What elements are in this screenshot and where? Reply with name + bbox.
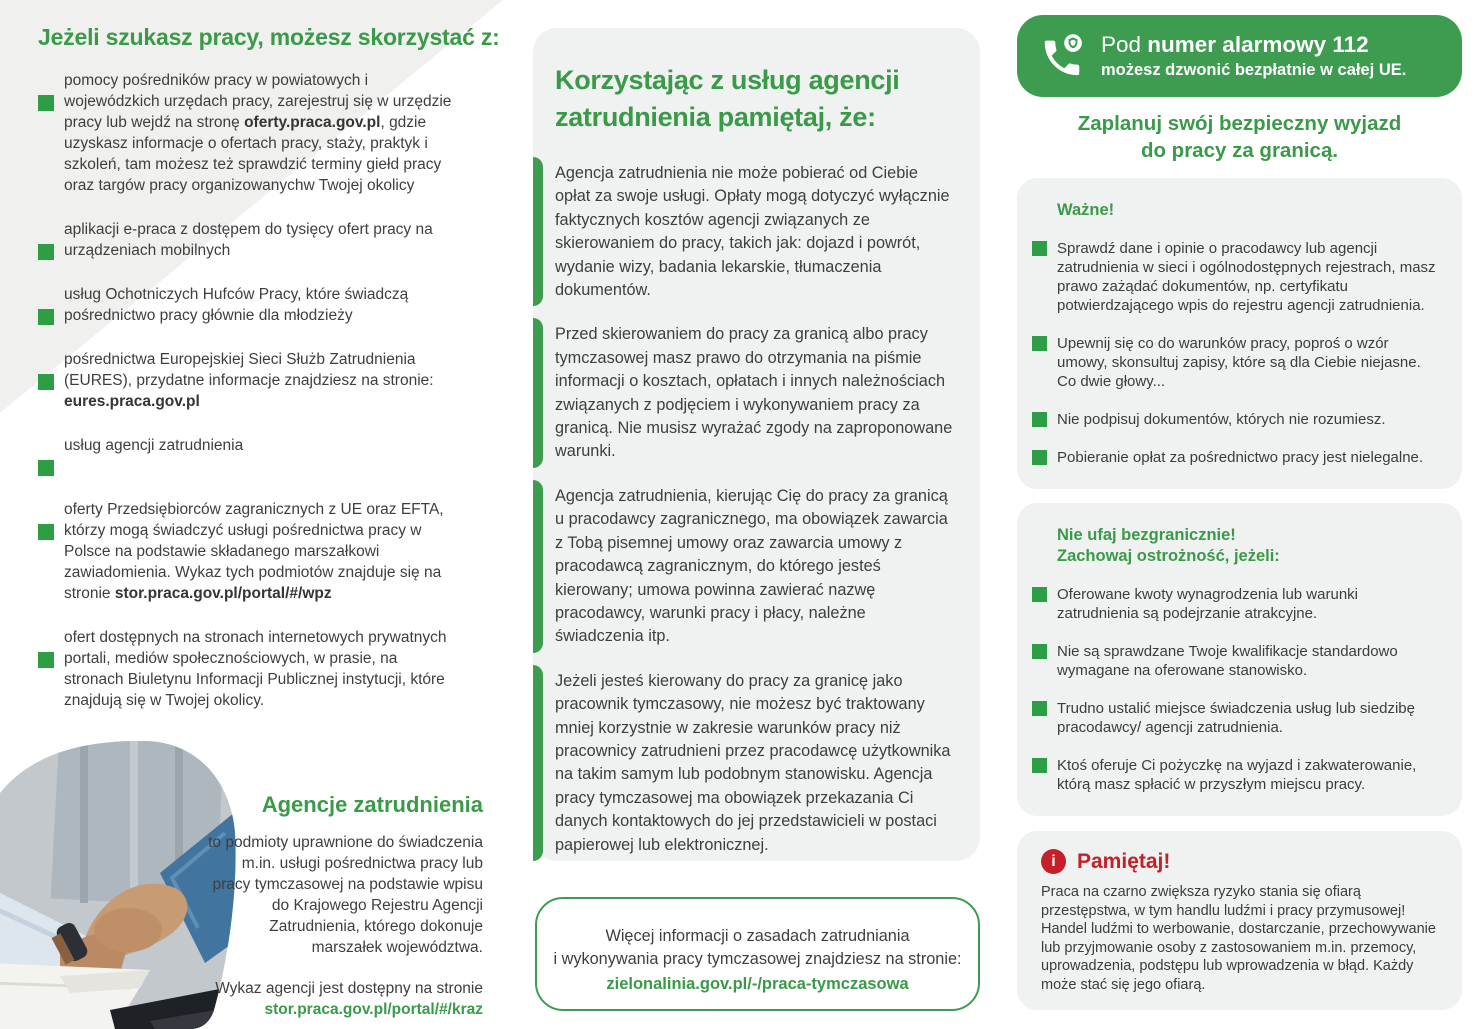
list-item-text: usług Ochotniczych Hufców Pracy, które świadczą pośrednictwo pracy głównie dla młodzieży [64,286,409,324]
caution-title: Nie ufaj bezgranicznie! Zachowaj ostrożność, jeżeli: [1057,526,1280,565]
list-item: Nie podpisuj dokumentów, których nie rozumiesz. [1032,410,1438,429]
info-icon: i [1041,849,1066,874]
bullet-square-icon [1032,758,1047,773]
url-text: eures.praca.gov.pl [64,393,200,410]
remember-title: Pamiętaj! [1077,849,1171,873]
agencies-section [200,792,483,1021]
banner-text [1101,31,1406,81]
bullet-square-icon [1032,241,1047,256]
remember-body: Praca na czarno zwiększa ryzyko stania się ofiarą przestępstwa, w tym handlu ludźmi i pracy przymusowej! Handel ludźmi to werbowanie, dostarczanie, przechowywanie lub przyjmowanie osoby z zastosowaniem m.in. przemocy, uprowadzenia, podstępu lub wprowadzenia w błąd. Każdy może stać się jego ofiarą. [1041,884,1436,993]
more-info-line: Więcej informacji o zasadach zatrudniania [605,927,910,945]
list-item-text: pomocy pośredników pracy w powiatowych i wojewódzkich urzędach pracy, zarejestruj się w urzędzie pracy lub wejdź na stronę oferty.praca.gov.pl, gdzie uzyskasz informacje o ofertach pracy, staży, praktyk i szkoleń, tam możesz też sprawdzić terminy giełd pracy oraz targów pracy organizowanychw Twojej okolicy [64,72,452,194]
bullet-square-icon [38,244,54,260]
middle-paragraph: Przed skierowaniem do pracy za granicą albo pracy tymczasowej masz prawo do otrzymania na piśmie informacji o kosztach, opłatach i innych należnościach związanych z podjęciem i wykonywaniem pracy za granicą. Nie musisz wyrażać zgody na zaproponowane warunki. [555,323,954,463]
important-box [1017,178,1462,489]
left-heading: Jeżeli szukasz pracy, możesz skorzystać z: [38,24,500,50]
emergency-banner [1017,15,1462,97]
list-item-text: pośrednictwa Europejskiej Sieci Służb Zatrudnienia (EURES), przydatne informacje znajdziesz na stronie: eures.praca.gov.pl [64,349,452,412]
agencies-body: to podmioty uprawnione do świadczenia m.in. usługi pośrednictwa pracy lub pracy tymczasowej na podstawie wpisu do Krajowego Rejestru Agencji Zatrudnienia, którego dokonuje marszałek województwa. [208,834,483,956]
list-item-text: oferty Przedsiębiorców zagranicznych z UE oraz EFTA, którzy mogą świadczyć usługi pośrednictwa pracy w Polsce na podstawie składanego marszałkowi zawiadomienia. Wykaz tych podmiotów znajduje się na stronie stor.praca.gov.pl/portal/#/wpz [64,501,444,602]
more-info-box [535,897,980,1011]
middle-paragraph: Agencja zatrudnienia, kierując Cię do pracy za granicą u pracodawcy zagranicznego, ma obowiązek zawarcia z Tobą pisemnej umowy oraz zawarcia umowy z pracodawcą zagranicznym, do którego jesteś kierowany; umowa powinna zawierać nazwę pracodawcy, warunki pracy i płacy, należne świadczenia itp. [555,485,954,649]
caution-box [1017,503,1462,816]
list-item: Upewnij się co do warunków pracy, poproś o wzór umowy, skonsultuj zapisy, które są dla Ciebie niejasne. Co dwie głowy... [1032,334,1438,391]
middle-heading: Korzystając z usług agencji zatrudnienia pamiętaj, że: [555,65,900,132]
bullet-square-icon [38,374,54,390]
zielonalinia-link[interactable]: zielonalinia.gov.pl/-/praca-tymczasowa [606,975,909,993]
bullet-square-icon [1032,587,1047,602]
remember-box [1017,831,1462,1010]
url-text: oferty.praca.gov.pl [244,114,381,131]
middle-paragraph: Agencja zatrudnienia nie może pobierać od Ciebie opłat za swoje usługi. Opłaty mogą dotyczyć wyłącznie faktycznych kosztów agencji związanych ze skierowaniem do pracy, takich jak: dojazd i powrót, wydanie wizy, badania lekarskie, tłumaczenia dokumentów. [555,162,954,302]
plan-heading: Zaplanuj swój bezpieczny wyjazd do pracy za granicą. [1077,112,1402,162]
list-item: Trudno ustalić miejsce świadczenia usług lub siedzibę pracodawcy/ agencji zatrudnienia. [1032,699,1438,737]
right-column [1017,15,1462,1010]
bullet-square-icon [38,524,54,540]
middle-paragraph: Jeżeli jesteś kierowany do pracy za granicę jako pracownik tymczasowy, nie możesz być traktowany mniej korzystnie w zakresie warunków pracy niż pracownicy zatrudnieni przez pracodawcę użytkownika na takim samym lub podobnym stanowisku. Agencja pracy tymczasowej ma obowiązek przekazania Ci danych kontaktowych do jej przedstawicieli w postaci papierowej lub elektronicznej. [555,670,954,857]
kraz-registry-link[interactable]: stor.praca.gov.pl/portal/#/kraz [264,1001,483,1018]
list-item-text: aplikacji e-praca z dostępem do tysięcy ofert pracy na urządzeniach mobilnych [64,221,433,259]
bullet-square-icon [38,309,54,325]
bullet-square-icon [1032,644,1047,659]
banner-line1: Pod numer alarmowy 112 [1101,32,1369,57]
agencies-heading: Agencje zatrudnienia [261,792,483,817]
remember-title-row [1041,849,1442,874]
phone-shield-icon [1039,33,1085,79]
list-item [38,435,452,476]
agencies-note: Wykaz agencji jest dostępny na stronie [215,980,483,997]
list-item [38,349,452,412]
list-item: Nie są sprawdzane Twoje kwalifikacje standardowo wymagane na oferowane stanowisko. [1032,642,1438,680]
list-item-text: usług agencji zatrudnienia [64,437,244,454]
bullet-square-icon [38,460,54,476]
list-item [38,627,452,711]
bullet-square-icon [38,652,54,668]
more-info-line: i wykonywania pracy tymczasowej znajdziesz na stronie: [553,950,962,968]
list-item [38,284,452,326]
bullet-square-icon [1032,412,1047,427]
banner-line2: możesz dzwonić bezpłatnie w całej UE. [1101,61,1407,79]
bullet-square-icon [38,95,54,111]
list-item: Pobieranie opłat za pośrednictwo pracy jest nielegalne. [1032,448,1438,467]
list-item [38,219,452,261]
middle-panel [533,28,980,861]
list-item: Oferowane kwoty wynagrodzenia lub warunki zatrudnienia są podejrzanie atrakcyjne. [1032,585,1438,623]
important-title: Ważne! [1057,201,1115,219]
list-item [38,499,452,604]
left-column [38,22,500,734]
list-item: Sprawdź dane i opinie o pracodawcy lub agencji zatrudnienia w sieci i ogólnodostępnych rejestrach, masz prawo zażądać dokumentów, np. certyfikatu potwierdzającego wpis do rejestru agencji zatrudnienia. [1032,239,1438,315]
bullet-square-icon [1032,450,1047,465]
list-item [38,70,452,196]
list-item: Ktoś oferuje Ci pożyczkę na wyjazd i zakwaterowanie, którą masz spłacić w przyszłym miejscu pracy. [1032,756,1438,794]
bullet-square-icon [1032,701,1047,716]
list-item-text: ofert dostępnych na stronach internetowych prywatnych portali, mediów społecznościowych, w prasie, na stronach Biuletynu Informacji Publicznej instytucji, które znajdują się w Twojej okolicy. [64,629,447,709]
bullet-square-icon [1032,336,1047,351]
url-text: stor.praca.gov.pl/portal/#/wpz [114,585,332,602]
